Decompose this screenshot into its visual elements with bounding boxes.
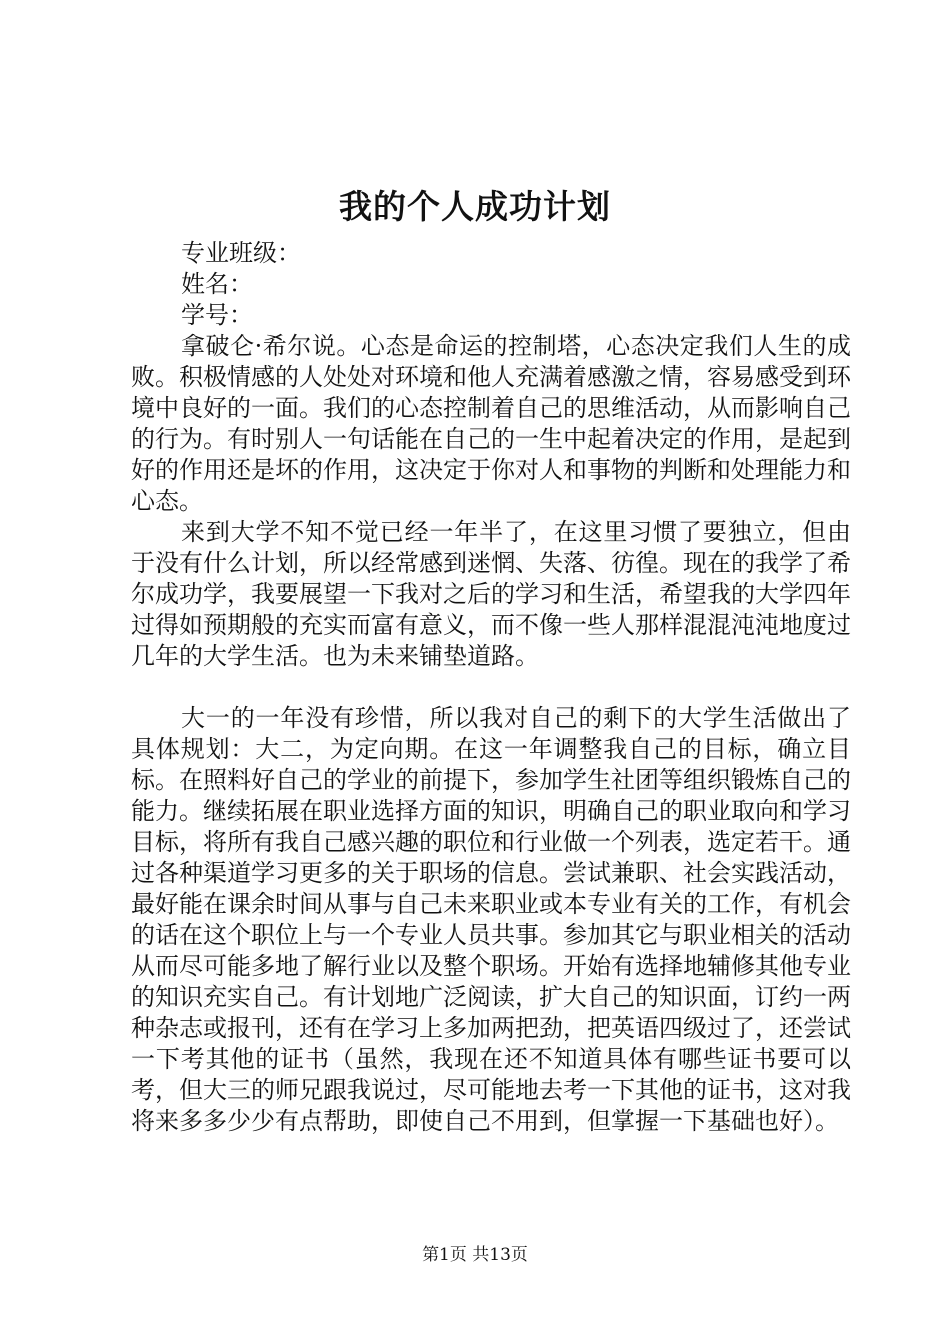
- paragraph-spacer: [131, 672, 851, 703]
- field-student-id: 学号：: [181, 301, 253, 329]
- page-number-footer: 第1页 共13页: [422, 1245, 528, 1265]
- field-name: 姓名：: [181, 270, 253, 298]
- document-title: 我的个人成功计划: [339, 187, 611, 226]
- paragraph-3: 大一的一年没有珍惜，所以我对自己的剩下的大学生活做出了具体规划：大二，为定向期。在这一年调整我自己的目标，确立目标。在照料好自己的学业的前提下，参加学生社团等组织锻炼自己的能力。继续拓展在职业选择方面的知识，明确自己的职业取向和学习目标，将所有我自己感兴趣的职位和行业做一个列表，选定若干。通过各种渠道学习更多的关于职场的信息。尝试兼职、社会实践活动，最好能在课余时间从事与自己未来职业或本专业有关的工作，有机会的话在这个职位上与一个专业人员共事。参加其它与职业相关的活动从而尽可能多地了解行业以及整个职场。开始有选择地辅修其他专业的知识充实自己。有计划地广泛阅读，扩大自己的知识面，订约一两种杂志或报刊，还有在学习上多加两把劲，把英语四级过了，还尝试一下考其他的证书（虽然，我现在还不知道具体有哪些证书要可以考，但大三的师兄跟我说过，尽可能地去考一下其他的证书，这对我将来多多少少有点帮助，即使自己不用到，但掌握一下基础也好）。: [131, 704, 851, 1135]
- paragraph-2: 来到大学不知不觉已经一年半了，在这里习惯了要独立，但由于没有什么计划，所以经常感到迷惘、失落、彷徨。现在的我学了希尔成功学，我要展望一下我对之后的学习和生活，希望我的大学四年过得如预期般的充实而富有意义，而不像一些人那样混混沌沌地度过几年的大学生活。也为未来铺垫道路。: [131, 518, 851, 670]
- field-major-class: 专业班级：: [181, 239, 301, 267]
- paragraph-1: 拿破仑·希尔说。心态是命运的控制塔，心态决定我们人生的成败。积极情感的人处处对环境和他人充满着感激之情，容易感受到环境中良好的一面。我们的心态控制着自己的思维活动，从而影响自己的行为。有时别人一句话能在自己的一生中起着决定的作用，是起到好的作用还是坏的作用，这决定于你对人和事物的判断和处理能力和心态。: [131, 332, 851, 515]
- document-body: [131, 238, 851, 1137]
